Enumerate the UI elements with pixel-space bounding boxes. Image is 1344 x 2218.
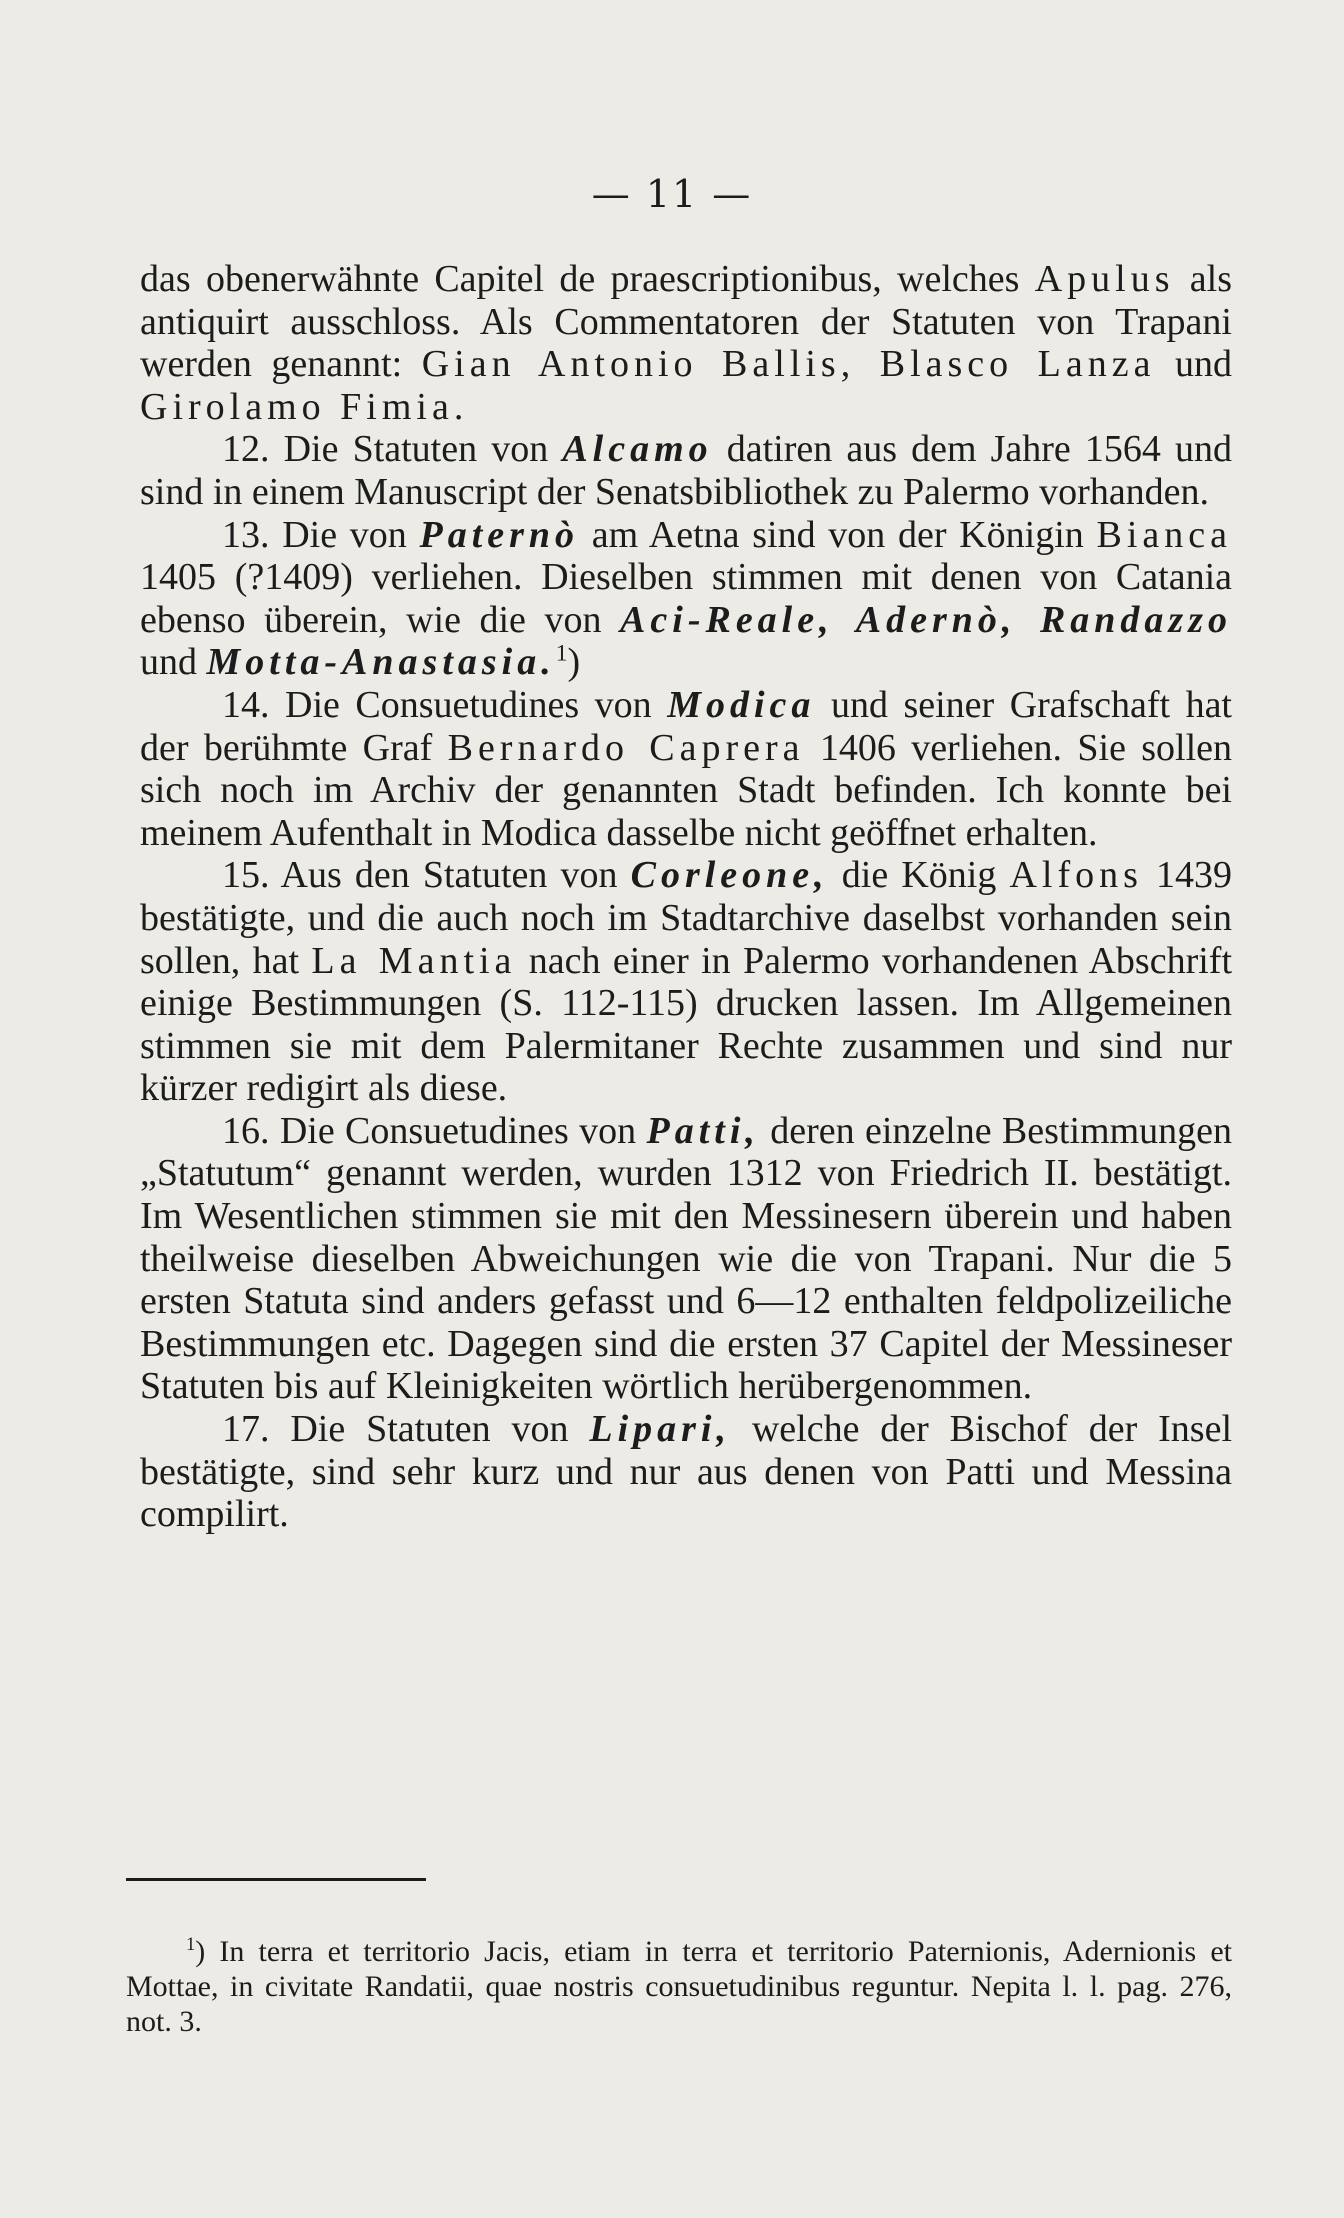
footnote — [126, 1934, 1232, 2039]
section-number: 13. — [222, 513, 270, 556]
place-names: Aci-Reale, Adernò, Randazzo — [620, 598, 1232, 641]
text-run: das obenerwähnte Capitel de praescriptionibus, welches — [140, 258, 1035, 300]
section-17 — [140, 1408, 1232, 1536]
text-run: Aus den Statuten von — [269, 854, 631, 897]
place-name: Modica — [667, 683, 816, 726]
text-run: ) — [567, 641, 581, 684]
text-run: Die Consuetudines von — [269, 683, 668, 726]
text-run: und seiner Grafschaft hat der berühmte Graf — [140, 683, 1232, 769]
section-16 — [140, 1110, 1232, 1408]
text-run: 1405 (?1409) verliehen. Dieselben stimmen mit denen von Catania ebenso überein, wie die von — [140, 556, 1232, 641]
section-number: 15. — [222, 854, 270, 897]
section-14 — [140, 684, 1232, 854]
place-name: Lipari, — [589, 1408, 731, 1451]
section-number: 14. — [222, 683, 270, 726]
place-name: Motta-Anastasia. — [206, 641, 556, 684]
text-run: am Aetna sind von der Königin — [579, 513, 1097, 556]
paragraph-intro — [140, 258, 1232, 428]
text-run: Die Statuten von — [269, 428, 563, 471]
name-girolamo: Girolamo Fimia — [140, 385, 454, 428]
person-name: Bernardo Caprera — [447, 726, 805, 769]
person-name: Bianca — [1096, 513, 1233, 556]
text-run: Die Consuetudines von — [269, 1109, 647, 1152]
person-name: La Mantia — [311, 939, 517, 982]
section-13 — [140, 514, 1232, 684]
footnote-text — [126, 1934, 1232, 2039]
text-run: 1406 verliehen. Sie sollen sich noch im Archiv der genannten Stadt befinden. Ich konnte bei meinem Aufenthalt in Modica dasselbe nicht geöffnet erhalten. — [140, 726, 1233, 854]
section-number: 16. — [222, 1109, 270, 1152]
body-text — [140, 258, 1232, 1536]
text-run: die König — [828, 854, 1010, 897]
name-apulus: Apulus — [1034, 258, 1175, 300]
text-run: nach einer in Palermo vorhandenen Abschrift einige Bestimmungen (S. 112-115) drucken lassen. Im Allgemeinen stimmen sie mit dem Palermitaner Rechte zusammen und sind nur kürzer redigirt als diese. — [140, 939, 1233, 1110]
text-run: deren einzelne Bestimmungen „Statutum“ genannt werden, wurden 1312 von Friedrich II. bestätigt. Im Wesentlichen stimmen sie mit den Messinesern überein und haben theilweise dieselben Abweichungen wie die von Trapani. Nur die 5 ersten Statuta sind anders gefasst und 6—12 enthalten feldpolizeiliche Bestimmungen etc. Dagegen sind die ersten 37 Capitel der Messineser Statuten bis auf Kleinigkeiten wörtlich herübergenommen. — [140, 1109, 1232, 1408]
text-run: als antiquirt ausschloss. Als Commentatoren der Statuten von Trapani werden genannt: — [140, 258, 1232, 386]
place-name: Patti, — [646, 1109, 760, 1152]
text-run: . — [453, 385, 464, 428]
text-run: ) In terra et territorio Jacis, etiam in terra et territorio Paternionis, Adernionis et Mottae, in civitate Randatii, quae nostris consuetudinibus reguntur. Nepita l. l. pag. 276, not. 3. — [126, 1935, 1232, 2038]
text-run: 1439 bestätigte, und die auch noch im Stadtarchive daselbst vorhanden sein sollen, hat — [140, 854, 1233, 982]
text-run: Die Statuten von — [269, 1408, 590, 1451]
text-run: und — [1155, 343, 1232, 386]
text-run: und — [140, 641, 207, 684]
place-name: Alcamo — [562, 428, 713, 471]
footnote-mark: 1 — [186, 1934, 196, 1955]
footnote-ref: 1 — [555, 640, 568, 667]
section-number: 12. — [222, 428, 270, 471]
place-name: Corleone, — [630, 854, 829, 897]
person-name: Alfons — [1009, 854, 1143, 897]
text-run: Die von — [269, 513, 420, 556]
section-12 — [140, 428, 1232, 513]
section-15 — [140, 854, 1232, 1110]
text-run: datiren aus dem Jahre 1564 und sind in einem Manuscript der Senatsbibliothek zu Palermo vorhanden. — [140, 428, 1232, 513]
place-name: Paternò — [419, 513, 580, 556]
section-number: 17. — [222, 1408, 270, 1451]
commentator-names: Gian Antonio Ballis, Blasco Lanza — [421, 343, 1156, 386]
page-number: — 11 — — [591, 172, 753, 216]
text-run: welche der Bischof der Insel bestätigte, sind sehr kurz und nur aus denen von Patti und Messina compilirt. — [140, 1408, 1233, 1536]
footnote-divider — [126, 1878, 426, 1881]
